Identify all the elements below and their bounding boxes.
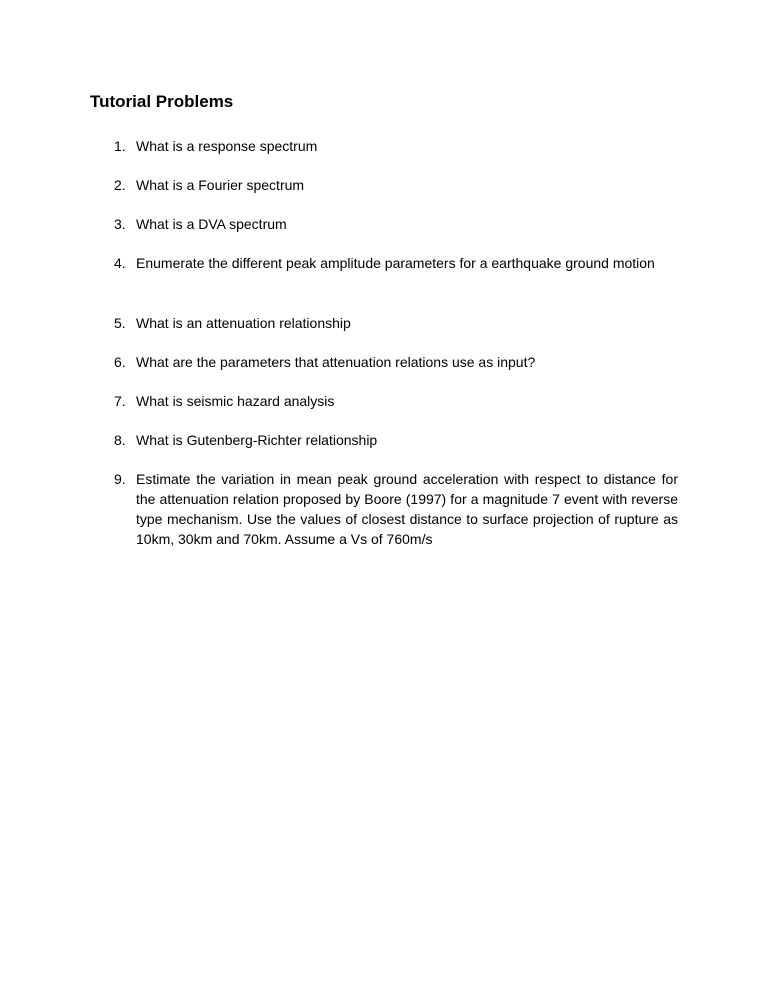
problem-text: What is Gutenberg-Richter relationship [136,432,378,448]
problem-item-4 [114,253,678,273]
problem-text: Enumerate the different peak amplitude parameters for a earthquake ground motion [136,255,655,271]
problem-number: 7. [114,393,126,409]
problem-text: What is an attenuation relationship [136,315,351,331]
problem-text: What is a Fourier spectrum [136,177,305,193]
problem-item-1 [114,136,678,156]
problem-number: 5. [114,315,126,331]
problem-text: What are the parameters that attenuation relations use as input? [136,354,536,370]
problem-number: 9. [114,471,126,487]
problem-item-3 [114,214,678,234]
problem-item-7 [114,391,678,411]
problem-text: What is a DVA spectrum [136,216,287,232]
problem-number: 4. [114,255,126,271]
problem-text: What is seismic hazard analysis [136,393,335,409]
page-title: Tutorial Problems [90,92,234,111]
problem-item-8 [114,430,678,450]
problem-item-9 [114,469,678,549]
problem-item-5 [114,313,678,333]
problem-number: 1. [114,138,126,154]
problem-item-2 [114,175,678,195]
problem-number: 3. [114,216,126,232]
problem-text: Estimate the variation in mean peak ground acceleration with respect to distance for the attenuation relation proposed by Boore (1997) for a magnitude 7 event with reverse type mechanism. Use the values of closest distance to surface projection of rupture as 10km, 30km and 70km. Assume a Vs of 760m/s [136,471,678,547]
problem-text: What is a response spectrum [136,138,318,154]
problem-number: 6. [114,354,126,370]
problem-item-6 [114,352,678,372]
problem-number: 2. [114,177,126,193]
problem-number: 8. [114,432,126,448]
